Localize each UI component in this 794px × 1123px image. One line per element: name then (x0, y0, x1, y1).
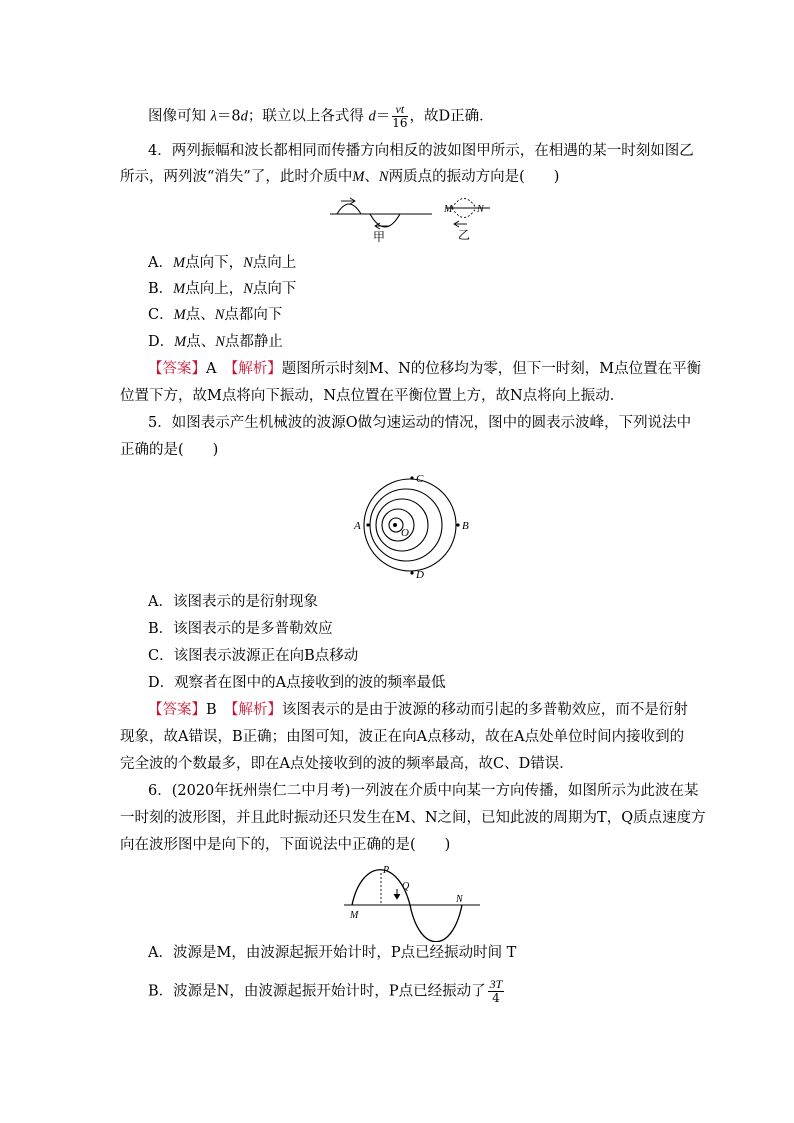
point-d-label: D (416, 569, 424, 581)
figure-jia-waves (330, 198, 432, 229)
q5-stem-line2: 正确的是( ) (120, 442, 219, 458)
explanation-tag: 【解析】 (231, 702, 282, 718)
figure-label-m: M (444, 204, 453, 215)
point-a-label: A (354, 520, 361, 532)
fraction-3t-4: $\frac{3T}{4}$ (489, 977, 503, 1005)
point-q-label: Q (402, 881, 410, 892)
q4-answer-line: 【答案】A 【解析】题图所示时刻M、N的位移均为零，但下一时刻，M点位置在平衡 (148, 361, 702, 377)
explanation-tag: 【解析】 (230, 361, 282, 377)
q6-stem-line2: 一时刻的波形图，并且此时振动还只发生在M、N之间，已知此波的周期为T，Q质点速度方 (120, 810, 706, 826)
fraction-vt-16: $\frac{vt}{16}$ (392, 102, 408, 130)
wave-crest-circles (364, 479, 456, 571)
q4-option-c: C．M点、N点都向下 (148, 307, 283, 323)
q4-figure (0, 193, 794, 253)
q6-stem-line1: 6．(2020年抚州崇仁二中月考)一列波在介质中向某一方向传播，如图所示为此波在某 (148, 783, 699, 799)
q5-explanation-line2: 现象，故A错误，B正确；由图可知，波正在向A点移动，故在A点处单位时间内接收到的 (120, 729, 685, 745)
q4-explanation-line2: 位置下方，故M点将向下振动，N点位置在平衡位置上方，故N点将向上振动． (120, 388, 625, 404)
figure-label-yi: 乙 (458, 228, 471, 242)
q5-answer-line: 【答案】B 【解析】该图表示的是由于波源的移动而引起的多普勒效应，而不是衍射 (148, 702, 688, 718)
q5-explanation-line3: 完全波的个数最多，即在A点处接收到的波的频率最高，故C、D错误． (120, 756, 574, 772)
q5-stem-line1: 5．如图表示产生机械波的波源O做匀速运动的情况，图中的圆表示波峰，下列说法中 (148, 415, 692, 431)
solution-line: 图像可知 λ＝8d；联立以上各式得 d＝ $\frac{vt}{16}$ ，故D正确． (148, 102, 494, 130)
point-m-label: M (350, 910, 359, 921)
doppler-figure (0, 466, 794, 586)
answer-tag: 【答案】 (148, 361, 206, 377)
q5-option-c: C．该图表示波源正在向B点移动 (148, 648, 359, 664)
q5-option-b: B．该图表示的是多普勒效应 (148, 621, 333, 637)
q6-option-a: A．波源是M，由波源起振开始计时，P点已经振动时间 T (148, 945, 517, 961)
waveform-figure (0, 862, 794, 942)
point-b-label: B (462, 520, 469, 532)
point-c-label: C (416, 473, 424, 485)
q4-option-d: D．M点、N点都静止 (148, 334, 283, 350)
figure-label-n: N (477, 204, 484, 215)
q4-option-b: B．M点向上，N点向下 (148, 281, 297, 297)
q4-stem-line1: 4．两列振幅和波长都相同而传播方向相反的波如图甲所示，在相遇的某一时刻如图乙 (148, 143, 694, 159)
wave-source-dot (393, 523, 397, 527)
q6-stem-line3: 向在波形图中是向下的，下面说法中正确的是( ) (120, 837, 451, 853)
source-o-label: O (401, 527, 409, 539)
point-n-label: N (456, 894, 463, 905)
figure-label-jia: 甲 (373, 230, 386, 244)
q5-option-a: A．该图表示的是衍射现象 (148, 594, 318, 610)
q4-option-a: A．M点向下，N点向上 (148, 255, 297, 271)
q5-option-d: D．观察者在图中的A点接收到的波的频率最低 (148, 675, 446, 691)
q4-stem-line2: 所示，两列波“消失”了，此时介质中M、N两质点的振动方向是( ) (120, 169, 560, 185)
q6-option-b: B．波源是N，由波源起振开始计时，P点已经振动了 $\frac{3T}{4}$ (148, 977, 503, 1005)
answer-tag: 【答案】 (148, 702, 206, 718)
point-p-label: P (383, 865, 390, 876)
